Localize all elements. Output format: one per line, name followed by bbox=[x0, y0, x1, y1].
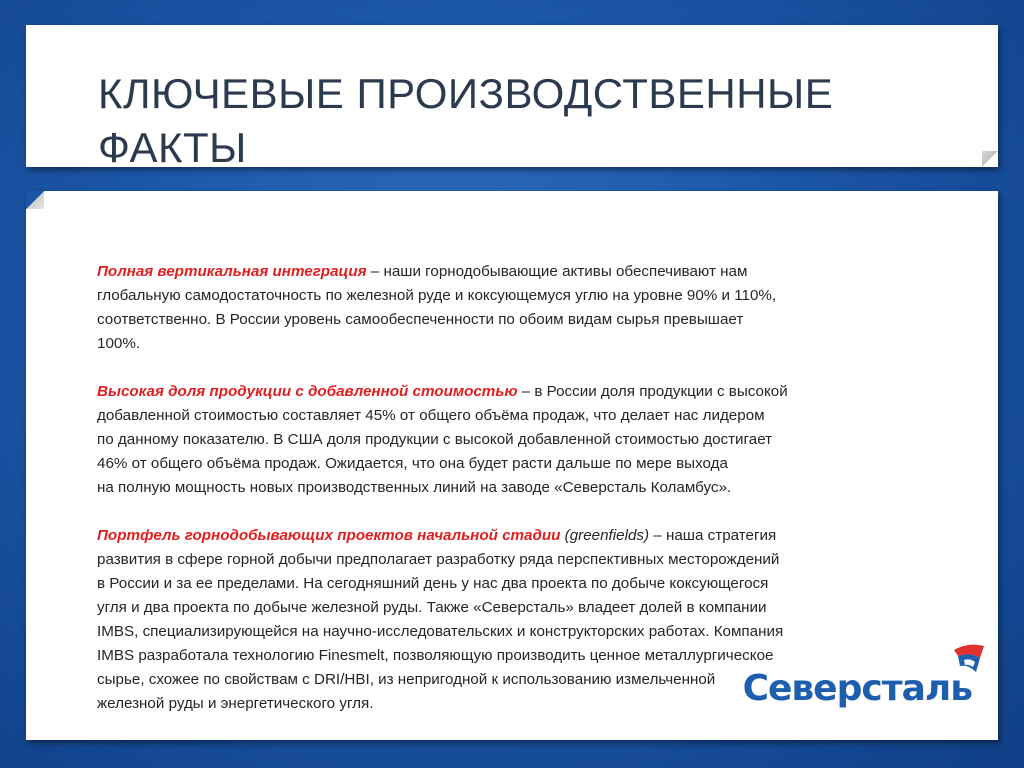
slide-title: КЛЮЧЕВЫЕ ПРОИЗВОДСТВЕННЫЕ ФАКТЫ bbox=[98, 70, 834, 171]
paragraph-note: (greenfields) bbox=[560, 527, 650, 544]
content-panel bbox=[26, 191, 998, 740]
page-fold-decoration bbox=[982, 151, 998, 167]
paragraph-heading: Портфель горнодобывающих проектов начальной стадии bbox=[97, 527, 561, 544]
severstal-logo bbox=[742, 640, 986, 720]
paragraph-heading: Полная вертикальная интеграция bbox=[97, 263, 367, 280]
paragraph-heading: Высокая доля продукции с добавленной стоимостью bbox=[97, 383, 518, 400]
paragraph-value-added bbox=[97, 380, 932, 500]
logo-wordmark: Северсталь bbox=[742, 668, 972, 709]
title-panel bbox=[26, 25, 998, 171]
paragraph-body: – наша стратегия развития в сфере горной добычи предполагает разработку ряда перспективных месторождений в России и за ее пределами. На сегодняшний день у нас два проекта по добыче коксующегося угля и два проекта по добыче железной руды. Также «Северсталь» владеет долей в компании IMBS, специализирующейся на научно-исследовательских и конструкторских работах. Компания IMBS разработала технологию Finesmelt, позволяющую производить ценное металлургическое сырье, схожее по свойствам с DRI/HBI, из непригодной к использованию измельченной железной руды и энергетического угля. bbox=[97, 527, 784, 712]
paragraph-body: – наши горнодобывающие активы обеспечивают нам глобальную самодостаточность по железной руде и коксующемуся углю на уровне 90% и 110%, соответственно. В России уровень самообеспеченности по обоим видам сырья превышает 100%. bbox=[97, 263, 777, 352]
paragraph-vertical-integration bbox=[97, 260, 932, 356]
page-fold-decoration bbox=[26, 191, 44, 209]
paragraph-body: – в России доля продукции с высокой добавленной стоимостью составляет 45% от общего объёма продаж, что делает нас лидером по данному показателю. В США доля продукции с высокой добавленной стоимостью достигает 46% от общего объёма продаж. Ожидается, что она будет расти дальше по мере выхода на полную мощность новых производственных линий на заводе «Северсталь Коламбус». bbox=[97, 383, 788, 496]
